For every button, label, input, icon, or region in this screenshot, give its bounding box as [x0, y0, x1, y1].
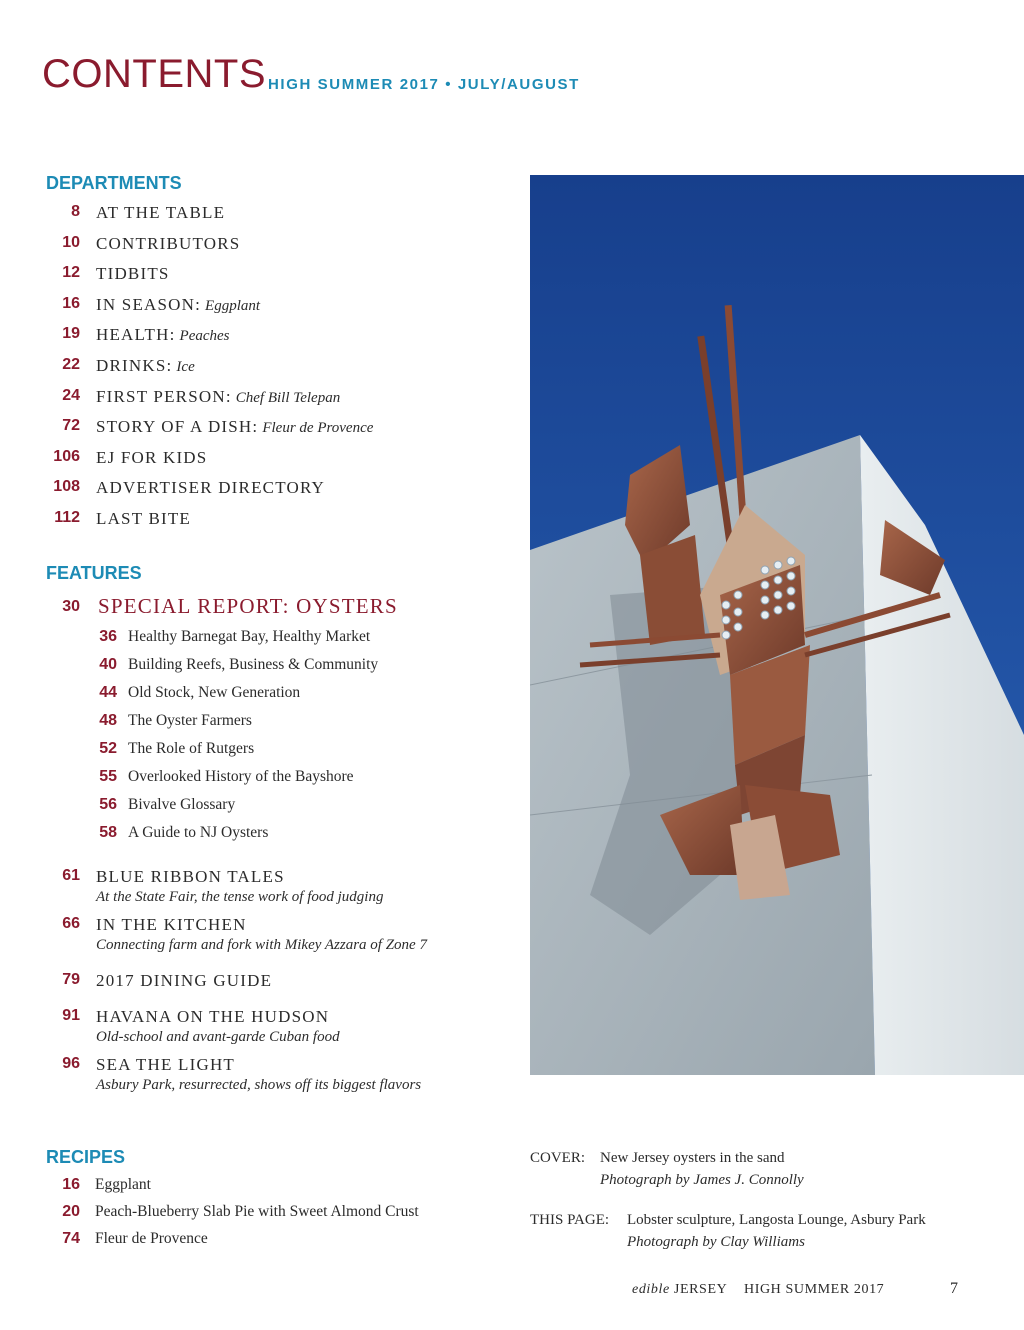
page-number: 16: [62, 1176, 80, 1193]
feature-description: Connecting farm and fork with Mikey Azzara of Zone 7: [96, 937, 427, 953]
this-page-label: THIS PAGE:: [530, 1212, 610, 1228]
department-title: [96, 417, 373, 437]
department-name: IN SEASON:: [96, 294, 202, 314]
feature-title: SEA THE LIGHT: [96, 1055, 235, 1074]
cover-photo-credit: Photograph by James J. Connolly: [600, 1172, 804, 1188]
page-number: 8: [71, 203, 80, 220]
oyster-subitem-title: Building Reefs, Business & Community: [128, 656, 379, 673]
page-number: 48: [99, 712, 117, 729]
department-subtitle: Ice: [176, 359, 195, 375]
oyster-subitem[interactable]: [0, 684, 480, 710]
department-item[interactable]: [0, 356, 480, 382]
lobster-sculpture-photo: [530, 175, 1024, 1075]
oyster-subitem-title: The Oyster Farmers: [128, 712, 252, 729]
department-item[interactable]: [0, 417, 480, 443]
page-number: 74: [62, 1230, 80, 1247]
oyster-subitem[interactable]: [0, 712, 480, 738]
oyster-subitem[interactable]: [0, 740, 480, 766]
page-number: 91: [62, 1007, 80, 1024]
page-number: 19: [62, 325, 80, 343]
recipe-item[interactable]: [0, 1203, 480, 1229]
oyster-subitem[interactable]: [0, 796, 480, 822]
department-item[interactable]: [0, 509, 480, 535]
oyster-subitem[interactable]: [0, 824, 480, 850]
cover-label: COVER:: [530, 1150, 586, 1166]
footer-issue: HIGH SUMMER 2017: [744, 1282, 885, 1297]
oyster-subitem-title: The Role of Rutgers: [128, 740, 255, 757]
this-page-photo-credit: Photograph by Clay Williams: [627, 1234, 805, 1250]
page-number: 66: [62, 915, 80, 932]
oyster-subitem-title: Bivalve Glossary: [128, 796, 236, 813]
feature-title: 2017 DINING GUIDE: [96, 971, 273, 990]
page-number: 22: [62, 356, 80, 373]
feature-item[interactable]: [0, 867, 480, 905]
oyster-subitem[interactable]: [0, 628, 480, 654]
page-title: CONTENTS: [42, 52, 266, 96]
feature-title: IN THE KITCHEN: [96, 915, 247, 934]
page-number: 30: [62, 598, 80, 615]
recipes-heading: RECIPES: [46, 1147, 126, 1167]
page-number: 20: [62, 1203, 80, 1220]
feature-item[interactable]: [0, 971, 480, 997]
page-number: 61: [62, 867, 80, 884]
recipe-item[interactable]: [0, 1176, 480, 1202]
page-footer: [632, 1282, 962, 1298]
page-number: 44: [99, 684, 117, 701]
department-subtitle: Chef Bill Telepan: [235, 389, 341, 406]
department-title: [96, 356, 195, 376]
department-title: [96, 387, 340, 407]
oyster-subitem-title: Old Stock, New Generation: [128, 684, 301, 701]
feature-description: Old-school and avant-garde Cuban food: [96, 1029, 340, 1045]
issue-date: HIGH SUMMER 2017 • JULY/AUGUST: [268, 76, 580, 93]
feature-item[interactable]: [0, 915, 480, 953]
recipe-title: Peach-Blueberry Slab Pie with Sweet Almond Crust: [95, 1203, 419, 1220]
page-number: 16: [62, 294, 80, 312]
recipe-title: Fleur de Provence: [95, 1230, 208, 1247]
department-name: TIDBITS: [96, 264, 170, 284]
feature-title: HAVANA ON THE HUDSON: [96, 1007, 330, 1026]
oyster-subitem-title: A Guide to NJ Oysters: [128, 824, 269, 841]
department-item[interactable]: [0, 234, 480, 260]
recipe-title: Eggplant: [95, 1176, 151, 1193]
feature-description: At the State Fair, the tense work of food judging: [96, 889, 384, 905]
feature-description: Asbury Park, resurrected, shows off its biggest flavors: [96, 1077, 422, 1093]
page-number: 7: [950, 1280, 959, 1297]
department-name: EJ FOR KIDS: [96, 447, 208, 467]
special-report-item[interactable]: [0, 594, 500, 624]
department-item[interactable]: [0, 448, 480, 474]
department-name: CONTRIBUTORS: [96, 233, 241, 253]
department-name: AT THE TABLE: [96, 203, 226, 222]
department-item[interactable]: [0, 203, 480, 229]
department-title: [96, 295, 260, 315]
page-number: 58: [99, 824, 117, 841]
department-title: [96, 325, 230, 345]
department-subtitle: Peaches: [179, 328, 230, 345]
page-number: 24: [62, 386, 80, 404]
page-number: 12: [62, 264, 80, 282]
oyster-subitem-title: Healthy Barnegat Bay, Healthy Market: [128, 628, 371, 645]
cover-text: New Jersey oysters in the sand: [600, 1150, 785, 1166]
department-item[interactable]: [0, 387, 480, 413]
department-item[interactable]: [0, 478, 480, 504]
department-title: [96, 448, 207, 468]
page-number: 55: [99, 768, 117, 785]
page-number: 52: [99, 740, 117, 757]
page-number: 72: [62, 417, 80, 435]
department-name: HEALTH:: [96, 325, 176, 345]
page-number: 112: [54, 509, 80, 526]
special-report-title: SPECIAL REPORT: OYSTERS: [98, 594, 398, 618]
footer-brand: JERSEY: [673, 1282, 728, 1297]
page-number: 108: [53, 478, 80, 496]
department-title: [96, 509, 191, 529]
recipe-item[interactable]: [0, 1230, 480, 1256]
feature-title: BLUE RIBBON TALES: [96, 867, 285, 886]
page-number: 10: [62, 233, 80, 251]
department-name: FIRST PERSON:: [96, 386, 232, 406]
photo-credits: [530, 1150, 1010, 1256]
departments-heading: DEPARTMENTS: [46, 173, 182, 193]
department-item[interactable]: [0, 264, 480, 290]
department-item[interactable]: [0, 325, 480, 351]
oyster-subitem-title: Overlooked History of the Bayshore: [128, 768, 354, 785]
department-item[interactable]: [0, 295, 480, 321]
department-title: [96, 234, 240, 254]
features-heading: FEATURES: [46, 563, 142, 583]
department-subtitle: Eggplant: [205, 297, 261, 314]
department-title: [96, 264, 170, 284]
feature-item[interactable]: [0, 1007, 480, 1045]
this-page-text: Lobster sculpture, Langosta Lounge, Asbury Park: [627, 1212, 926, 1228]
page-number: 106: [53, 447, 80, 465]
page-number: 56: [99, 796, 117, 813]
department-title: [96, 478, 325, 498]
department-name: LAST BITE: [96, 509, 192, 528]
page-number: 96: [62, 1055, 80, 1072]
feature-item[interactable]: [0, 1055, 480, 1093]
page-number: 36: [99, 628, 117, 645]
department-name: STORY OF A DISH:: [96, 417, 259, 437]
page-number: 79: [62, 971, 80, 988]
department-subtitle: Fleur de Provence: [262, 420, 374, 437]
department-name: DRINKS:: [96, 356, 173, 375]
oyster-subitem[interactable]: [0, 768, 480, 794]
footer-brand-italic: edible: [632, 1282, 670, 1297]
oyster-subitem[interactable]: [0, 656, 480, 682]
department-title: [96, 203, 225, 223]
page-number: 40: [99, 656, 117, 673]
department-name: ADVERTISER DIRECTORY: [96, 478, 326, 498]
